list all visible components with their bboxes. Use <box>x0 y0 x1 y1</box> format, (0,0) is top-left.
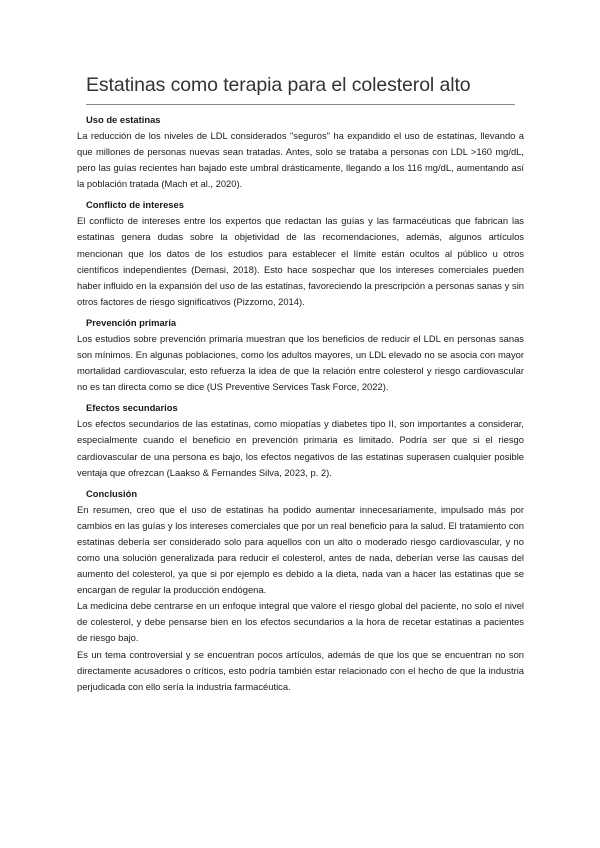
section-uso-de-estatinas <box>77 113 524 192</box>
section-heading: Conclusión <box>86 487 138 499</box>
section-heading: Conflicto de intereses <box>86 199 184 211</box>
section-conflicto-de-intereses <box>77 198 524 310</box>
page-title: Estatinas como terapia para el colesterol alto <box>86 74 471 96</box>
section-heading: Uso de estatinas <box>86 114 161 125</box>
title-divider <box>86 104 515 105</box>
section-efectos-secundarios <box>77 401 524 480</box>
section-heading: Prevención primaria <box>86 316 177 328</box>
section-paragraph: El conflicto de intereses entre los expertos que redactan las guías y las farmacéuticas que fabrican las estatinas genera dudas sobre la objetividad de las recomendaciones, además, algunos artículos mencionan que los datos de los estudios para establecer el límite están ocultos al público u otros científicos independientes (Demasi, 2018). Esto hace sospechar que los intereses comerciales pueden haber influido en la expansión del uso de las estatinas, favoreciendo la prescripción a personas sanas y sin otros factores de riesgo significativos (Pizzorno, 2014). <box>77 215 524 307</box>
section-paragraph: La medicina debe centrarse en un enfoque integral que valore el riesgo global del paciente, no solo el nivel de colesterol, y debe pensarse bien en los efectos secundarios a la hora de recetar estatinas a pacientes de riesgo bajo. <box>77 600 524 644</box>
section-paragraph: Los efectos secundarios de las estatinas, como miopatías y diabetes tipo II, son importantes a considerar, especialmente cuando el beneficio en prevención primaria es limitado. Podría ser que si el riesgo cardiovascular de una persona es bajo, los efectos negativos de las estatinas superasen cualquier posible ventaja que ofrezcan (Laakso & Fernandes Silva, 2023, p. 2). <box>77 418 524 478</box>
section-heading: Efectos secundarios <box>86 402 178 414</box>
section-paragraph: En resumen, creo que el uso de estatinas ha podido aumentar innecesariamente, impulsado más por cambios en las guías y los intereses comerciales que por un real beneficio para la salud. El tratamiento con estatinas debería ser considerado solo para aquellos con un alto o moderado riesgo cardiovascular, y no como una solución generalizada para reducir el colesterol, antes de nada, deberían verse las causas del aumento del colesterol, ya que si por ejemplo es debido a la dieta, nada van a hacer las estatinas que se encargan de regular la producción endógena. <box>77 503 524 596</box>
section-paragraph: Los estudios sobre prevención primaria muestran que los beneficios de reducir el LDL en personas sanas son mínimos. En algunas poblaciones, como los adultos mayores, un LDL elevado no se asocia con mayor mortalidad cardiovascular, esto refuerza la idea de que la relación entre colesterol y riesgo cardiovascular no es tan directa como se dice (US Preventive Services Task Force, 2022). <box>77 332 524 393</box>
section-paragraph: La reducción de los niveles de LDL considerados "seguros" ha expandido el uso de estatinas, llevando a que millones de personas nuevas sean tratadas. Antes, solo se trataba a personas con LDL >160 mg/dL, pero las guías recientes han bajado este umbral drásticamente, llegando a los 116 mg/dL, aumentando así la población tratada (Mach et al., 2020). <box>77 130 524 190</box>
document-body <box>77 113 524 695</box>
section-paragraph: Es un tema controversial y se encuentran pocos artículos, además de que los que se encuentran no son directamente acusadores o críticos, esto podría también estar relacionado con el hecho de que la industria perjudicada con ello sería la industria farmacéutica. <box>77 648 524 692</box>
section-conclusion <box>77 487 524 695</box>
section-prevencion-primaria <box>77 316 524 395</box>
